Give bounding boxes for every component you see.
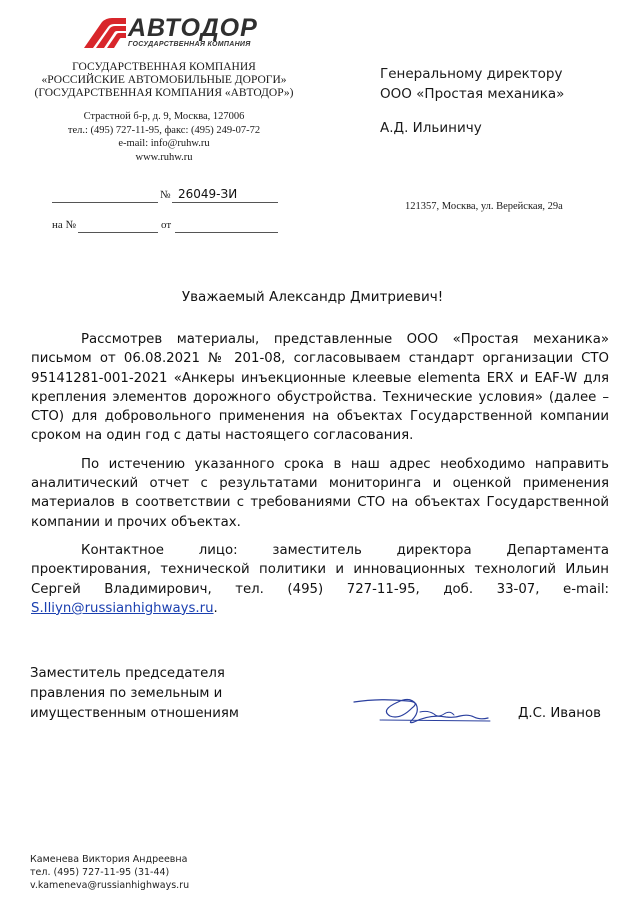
- body-paragraph-3-text: Контактное лицо: заместитель директора Департамента проектирования, технической политики и инновационных технологий Ильин Сергей Владимирович, тел. (495) 727-11-95, доб. 33-07, e-mail:: [31, 542, 609, 597]
- executor-name: Каменева Виктория Андреевна: [30, 854, 188, 865]
- reg-number: 26049-ЗИ: [178, 187, 238, 201]
- logo-wordmark: АВТОДОР: [128, 14, 258, 42]
- handwritten-signature-icon: [350, 690, 500, 730]
- body-paragraph-3: [31, 541, 609, 618]
- reference-date-line: [175, 232, 278, 233]
- reference-date-label: от: [161, 219, 172, 231]
- sender-org-line3: (ГОСУДАРСТВЕННАЯ КОМПАНИЯ «АВТОДОР»): [34, 87, 294, 99]
- recipient-name: А.Д. Ильиничу: [380, 120, 482, 136]
- executor-phone: тел. (495) 727-11-95 (31-44): [30, 867, 170, 878]
- sender-website: www.ruhw.ru: [135, 151, 193, 163]
- sender-block: [30, 61, 298, 164]
- logo-subtitle: ГОСУДАРСТВЕННАЯ КОМПАНИЯ: [128, 41, 251, 48]
- body-paragraph-3-end: .: [213, 600, 218, 616]
- signatory-title-line3: имущественным отношениям: [30, 706, 239, 721]
- signatory-name: Д.С. Иванов: [518, 706, 601, 721]
- executor-block: [30, 853, 189, 892]
- reference-number-label: на №: [52, 219, 77, 231]
- reg-number-line: [172, 202, 278, 203]
- recipient-address: 121357, Москва, ул. Верейская, 29а: [405, 201, 563, 212]
- recipient-title-line1: Генеральному директору: [380, 66, 563, 82]
- signatory-title: [30, 664, 239, 724]
- contact-email-link[interactable]: S.Iliyn@russianhighways.ru: [31, 600, 214, 616]
- reg-number-sign: №: [160, 189, 171, 201]
- body-paragraph-1: Рассмотрев материалы, представленные ООО «Простая механика» письмом от 06.08.2021 № 201-08, согласовываем стандарт организации СТО 95141281-001-2021 «Анкеры инъекционные клеевые elementa ERX и EAF-W для крепления элементов дорожного обустройства. Технические условия» (далее – СТО) для добровольного применения на объектах Государственной компании сроком на один год с даты настоящего согласования.: [31, 332, 609, 444]
- sender-email: e-mail: info@ruhw.ru: [118, 138, 210, 149]
- sender-phones: тел.: (495) 727-11-95, факс: (495) 249-07-72: [67, 124, 261, 136]
- greeting: Уважаемый Александр Дмитриевич!: [181, 289, 444, 305]
- sender-org-line1: ГОСУДАРСТВЕННАЯ КОМПАНИЯ: [72, 61, 256, 73]
- recipient-title-line2: ООО «Простая механика»: [380, 86, 565, 102]
- recipient-block: [380, 64, 564, 138]
- signatory-title-line1: Заместитель председателя: [30, 666, 225, 681]
- reg-date-line: [52, 202, 158, 203]
- signatory-title-line2: правления по земельным и: [30, 686, 223, 701]
- sender-address: Страстной б-р, д. 9, Москва, 127006: [83, 111, 245, 122]
- sender-org-line2: «РОССИЙСКИЕ АВТОМОБИЛЬНЫЕ ДОРОГИ»: [41, 74, 287, 86]
- reference-number-line: [78, 232, 158, 233]
- body-paragraph-2: По истечению указанного срока в наш адрес необходимо направить аналитический отчет с результатами мониторинга и оценкой применения материалов в соответствии с требованиями СТО на объектах Государственной компании и прочих объектах.: [31, 456, 609, 530]
- letter-body: [31, 330, 609, 627]
- executor-email: v.kameneva@russianhighways.ru: [30, 880, 190, 891]
